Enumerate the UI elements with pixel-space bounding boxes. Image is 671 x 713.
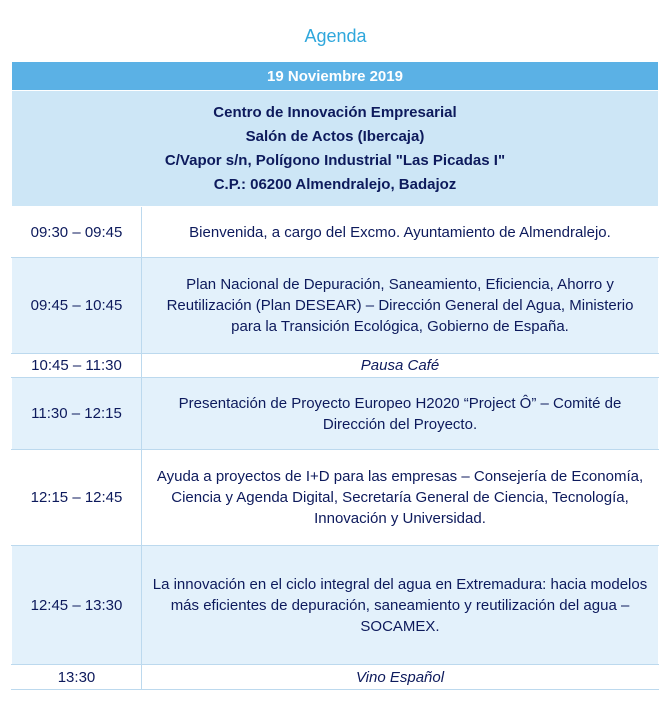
- table-row: [12, 546, 659, 665]
- venue-room: Salón de Actos (Ibercaja): [245, 127, 425, 145]
- venue-address: C/Vapor s/n, Polígono Industrial "Las Picadas I": [164, 151, 506, 169]
- agenda-table: [11, 61, 659, 690]
- table-row: [12, 258, 659, 354]
- session-description: Ayuda a proyectos de I+D para las empresas – Consejería de Economía, Ciencia y Agenda Digital, Secretaría General de Ciencia, Tecnología, Innovación y Universidad.: [142, 450, 659, 546]
- session-description: Plan Nacional de Depuración, Saneamiento, Eficiencia, Ahorro y Reutilización (Plan DESEAR) – Dirección General del Agua, Ministerio para la Transición Ecológica, Gobierno de España.: [142, 258, 659, 354]
- venue-name: Centro de Innovación Empresarial: [213, 103, 457, 121]
- session-description: Bienvenida, a cargo del Excmo. Ayuntamiento de Almendralejo.: [142, 207, 659, 258]
- session-time: 09:30 – 09:45: [12, 207, 142, 258]
- session-time: 09:45 – 10:45: [12, 258, 142, 354]
- venue-row: [12, 91, 659, 207]
- session-description: Pausa Café: [142, 354, 659, 378]
- table-row: [12, 378, 659, 450]
- table-row: [12, 665, 659, 690]
- session-time: 10:45 – 11:30: [12, 354, 142, 378]
- session-description: Vino Español: [142, 665, 659, 690]
- session-time: 12:15 – 12:45: [12, 450, 142, 546]
- session-time: 12:45 – 13:30: [12, 546, 142, 665]
- session-description: Presentación de Proyecto Europeo H2020 “Project Ô” – Comité de Dirección del Proyecto.: [142, 378, 659, 450]
- session-time: 13:30: [12, 665, 142, 690]
- venue-cell: [12, 91, 659, 207]
- table-row: [12, 354, 659, 378]
- date-header: 19 Noviembre 2019: [12, 62, 659, 91]
- table-row: [12, 207, 659, 258]
- session-description: La innovación en el ciclo integral del agua en Extremadura: hacia modelos más eficientes de depuración, saneamiento y reutilización del agua – SOCAMEX.: [142, 546, 659, 665]
- date-row: [12, 62, 659, 91]
- session-time: 11:30 – 12:15: [12, 378, 142, 450]
- table-row: [12, 450, 659, 546]
- page-title: Agenda: [304, 26, 367, 46]
- venue-postal: C.P.: 06200 Almendralejo, Badajoz: [213, 175, 457, 193]
